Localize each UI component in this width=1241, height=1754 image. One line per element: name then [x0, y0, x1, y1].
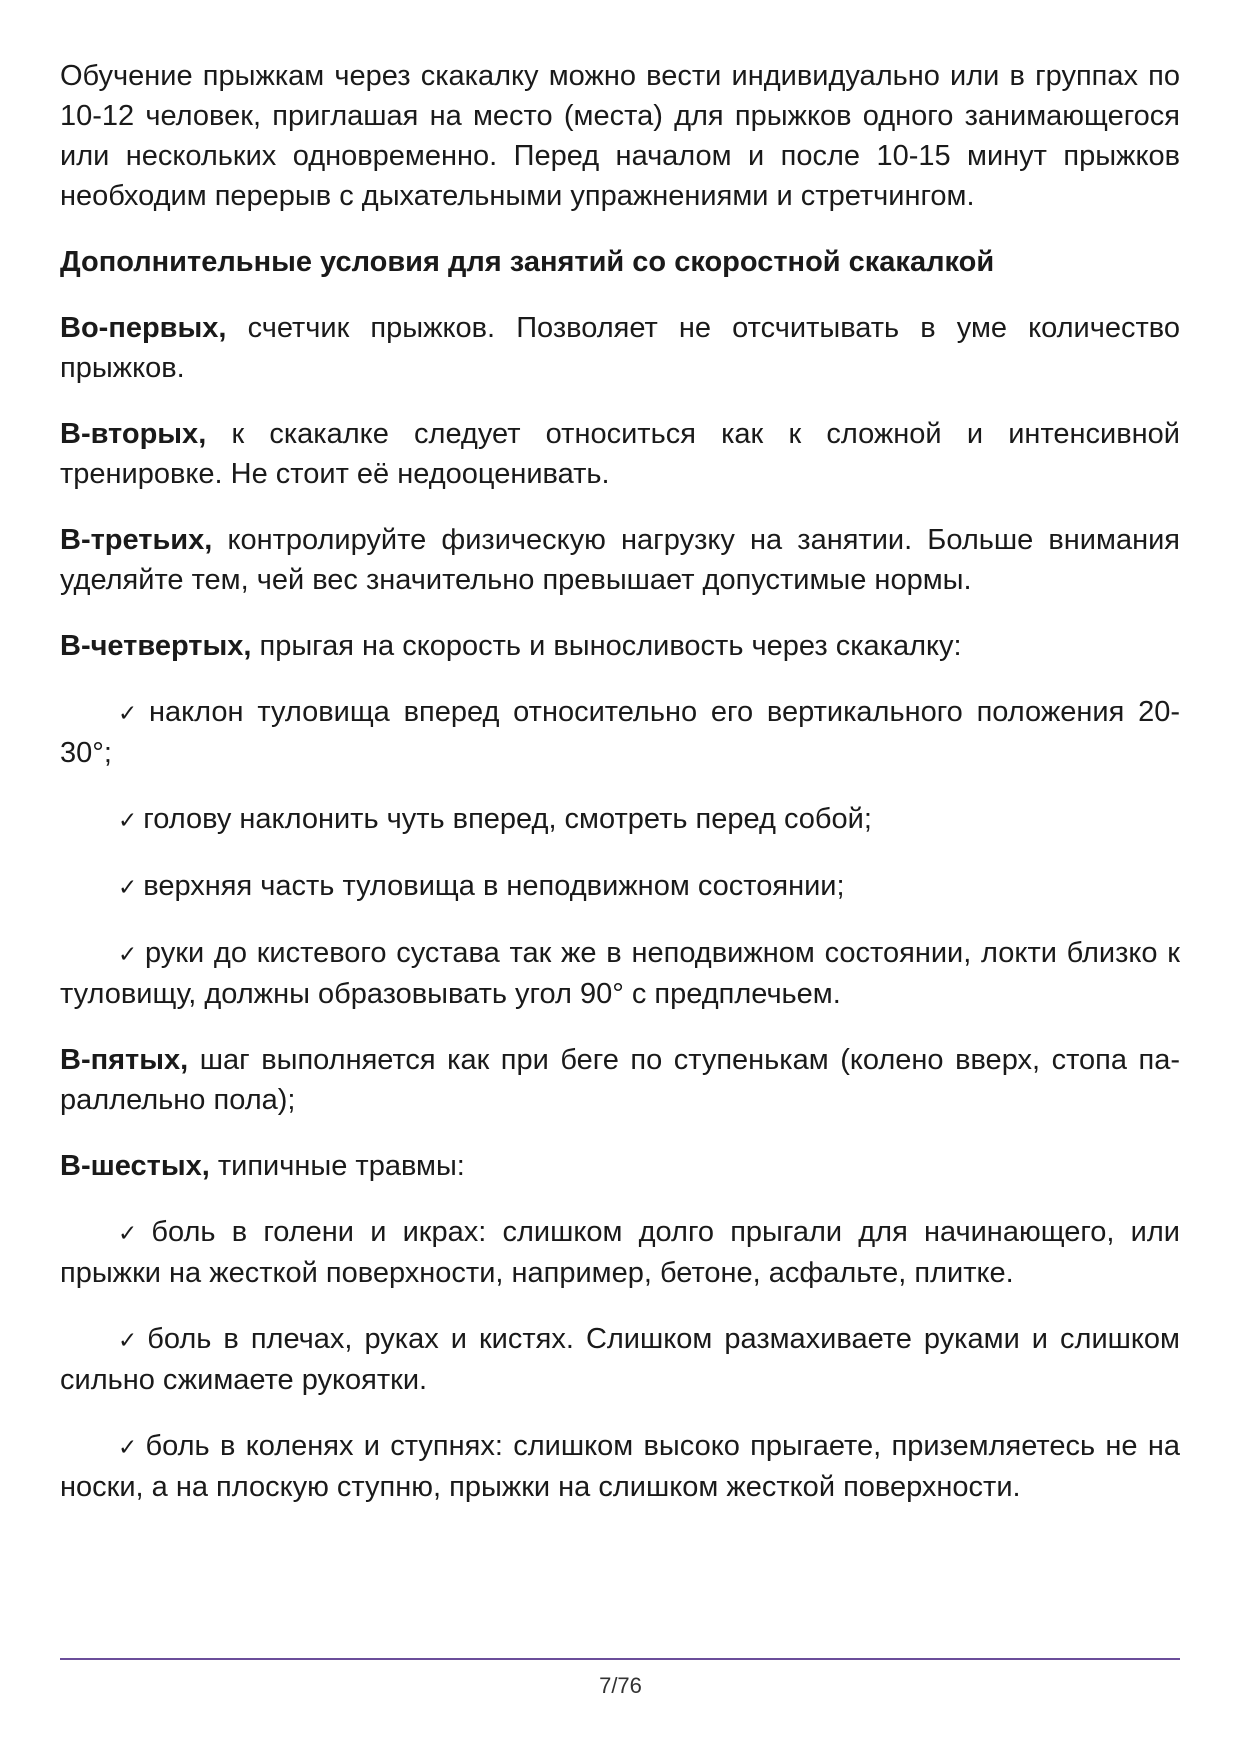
checkmark-icon: ✓ — [118, 807, 138, 833]
list-item — [60, 692, 1180, 773]
list-item — [60, 799, 1180, 840]
condition-fourth-text: прыгая на скорость и выносливость через скакалку: — [251, 630, 962, 662]
condition-fifth-text: шаг выполняется как при беге по ступенькам (колено вверх, стопа па-раллельно пола); — [60, 1044, 1180, 1116]
condition-sixth — [60, 1146, 1180, 1186]
list-item-text: боль в голени и икрах: слишком долго прыгали для начинающего, или прыжки на жесткой поверхности, например, бетоне, асфальте, плитке. — [60, 1216, 1180, 1289]
list-item-text: руки до кистевого сустава так же в неподвижном состоянии, локти близко к туловищу, должны образовывать угол 90° с предплечьем. — [60, 937, 1180, 1010]
checkmark-icon: ✓ — [118, 1327, 142, 1353]
checkmark-icon: ✓ — [118, 874, 138, 900]
list-item — [60, 1212, 1180, 1293]
condition-third — [60, 520, 1180, 600]
list-item — [60, 933, 1180, 1014]
condition-first — [60, 308, 1180, 388]
list-item-text: боль в плечах, руках и кистях. Слишком размахиваете руками и слишком сильно сжимаете рукоятки. — [60, 1323, 1180, 1396]
condition-third-label: В-третьих, — [60, 524, 213, 556]
section-heading: Дополнительные условия для занятий со скоростной скакалкой — [60, 246, 995, 278]
page-number: 7/76 — [599, 1673, 642, 1698]
list-item-text: боль в коленях и ступнях: слишком высоко прыгаете, приземляетесь не на носки, а на плоскую ступню, прыжки на слишком жесткой поверхности. — [60, 1430, 1180, 1503]
footer-divider — [60, 1658, 1180, 1660]
checkmark-icon: ✓ — [118, 941, 139, 967]
condition-fourth — [60, 626, 1180, 666]
list-item-text: наклон туловища вперед относительно его вертикального положения 20-30°; — [60, 696, 1180, 769]
condition-first-label: Во-первых, — [60, 312, 227, 344]
condition-second-label: В-вторых, — [60, 418, 207, 450]
list-item — [60, 866, 1180, 907]
condition-fourth-label: В-четвертых, — [60, 630, 252, 662]
list-item — [60, 1426, 1180, 1507]
condition-first-text: счетчик прыжков. Позволяет не отсчитывать в уме количество прыжков. — [60, 312, 1180, 384]
condition-third-text: контролируйте физическую нагрузку на занятии. Больше внимания уделяйте тем, чей вес значительно превышает допустимые нормы. — [60, 524, 1180, 596]
list-item — [60, 1319, 1180, 1400]
condition-sixth-text: типичные травмы: — [209, 1150, 465, 1182]
condition-second — [60, 414, 1180, 494]
checkmark-icon: ✓ — [118, 700, 144, 726]
condition-second-text: к скакалке следует относиться как к сложной и интенсивной тренировке. Не стоит её недооценивать. — [60, 418, 1180, 490]
list-item-text: верхняя часть туловища в неподвижном состоянии; — [143, 870, 845, 902]
list-item-text: голову наклонить чуть вперед, смотреть перед собой; — [143, 803, 872, 835]
checkmark-icon: ✓ — [118, 1220, 146, 1246]
intro-paragraph: Обучение прыжкам через скакалку можно вести индивидуально или в группах по 10-12 человек, приглашая на место (места) для прыжков одного занимающегося или нескольких одновременно. Перед началом и после 10-15 минут прыжков необходим перерыв с дыхательными упражнениями и стретчингом. — [60, 60, 1180, 212]
checkmark-icon: ✓ — [118, 1434, 140, 1460]
condition-fifth — [60, 1040, 1180, 1120]
page-body — [60, 56, 1180, 1533]
condition-fifth-label: В-пятых, — [60, 1044, 189, 1076]
condition-sixth-label: В-шестых, — [60, 1150, 210, 1182]
